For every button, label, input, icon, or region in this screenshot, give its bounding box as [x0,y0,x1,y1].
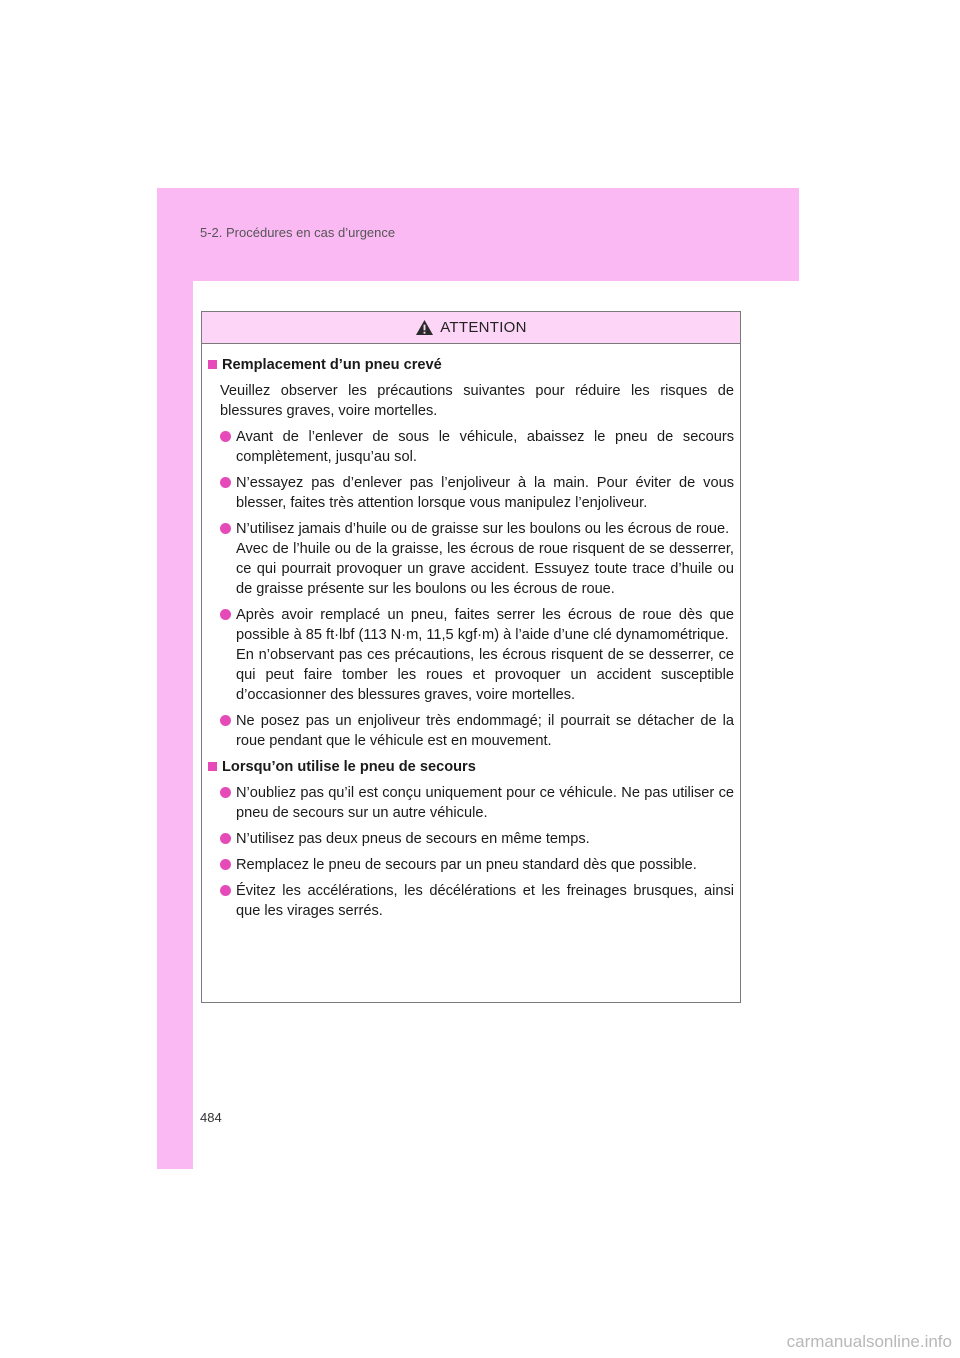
bullet-text: N’oubliez pas qu’il est conçu uniquement pour ce véhicule. Ne pas utiliser ce pneu de secours sur un autre véhicule. [236,785,734,821]
warning-triangle-icon [415,319,434,336]
section-heading-text: Remplacement d’un pneu crevé [222,357,442,373]
list-item [220,427,734,467]
watermark: carmanualsonline.info [786,1332,952,1351]
list-item [220,711,734,751]
list-item [220,519,734,599]
section-intro: Veuillez observer les précautions suivantes pour réduire les risques de blessures graves, voire mortelles. [220,383,734,419]
section-title: 5-2. Procédures en cas d’urgence [200,225,396,240]
round-bullet-icon [220,609,231,620]
bullet-text: N’utilisez pas deux pneus de secours en même temps. [236,831,590,847]
warning-label: ATTENTION [440,319,527,336]
round-bullet-icon [220,787,231,798]
round-bullet-icon [220,523,231,534]
square-bullet-icon [208,360,217,369]
square-bullet-icon [208,762,217,771]
page-number: 484 [200,1110,222,1125]
list-item [220,473,734,513]
section-heading [208,355,734,375]
warning-body [202,344,740,921]
warning-section [208,355,734,751]
side-strip [157,188,193,1169]
round-bullet-icon [220,715,231,726]
list-item [220,605,734,705]
list-item [220,881,734,921]
warning-header [202,312,740,344]
round-bullet-icon [220,477,231,488]
bullet-text: Remplacez le pneu de secours par un pneu standard dès que possible. [236,857,697,873]
bullet-text: Ne posez pas un enjoliveur très endommagé; il pourrait se détacher de la roue pendant que le véhicule est en mouvement. [236,713,734,749]
warning-box [201,311,741,1003]
section-heading [208,757,734,777]
section-heading-text: Lorsqu’on utilise le pneu de secours [222,759,476,775]
list-item [220,829,734,849]
bullet-text: Avant de l’enlever de sous le véhicule, abaissez le pneu de secours complètement, jusqu’au sol. [236,429,734,465]
list-item [220,855,734,875]
bullet-text: Évitez les accélérations, les décélérations et les freinages brusques, ainsi que les virages serrés. [236,883,734,919]
bullet-list [208,427,734,751]
round-bullet-icon [220,833,231,844]
bullet-detail-text: Avec de l’huile ou de la graisse, les écrous de roue risquent de se desserrer, ce qui pourrait provoquer un grave accident. Essuyez toute trace d’huile ou de graisse présente sur les boulons ou les écrous de roue. [236,541,734,597]
bullet-detail-text: En n’observant pas ces précautions, les écrous risquent de se desserrer, ce qui peut faire tomber les roues et provoquer un accident susceptible d’occasionner des blessures graves, voire mortelles. [236,647,734,703]
bullet-text: N’essayez pas d’enlever pas l’enjoliveur à la main. Pour éviter de vous blesser, faites très attention lorsque vous manipulez l’enjoliveur. [236,475,734,511]
list-item [220,783,734,823]
bullet-list [208,783,734,921]
bullet-text: N’utilisez jamais d’huile ou de graisse sur les boulons ou les écrous de roue. [236,521,730,537]
bullet-text: Après avoir remplacé un pneu, faites serrer les écrous de roue dès que possible à 85 ft·lbf (113 N·m, 11,5 kgf·m) à l’aide d’une clé dynamométrique. [236,607,734,643]
round-bullet-icon [220,885,231,896]
warning-section [208,757,734,921]
round-bullet-icon [220,431,231,442]
round-bullet-icon [220,859,231,870]
